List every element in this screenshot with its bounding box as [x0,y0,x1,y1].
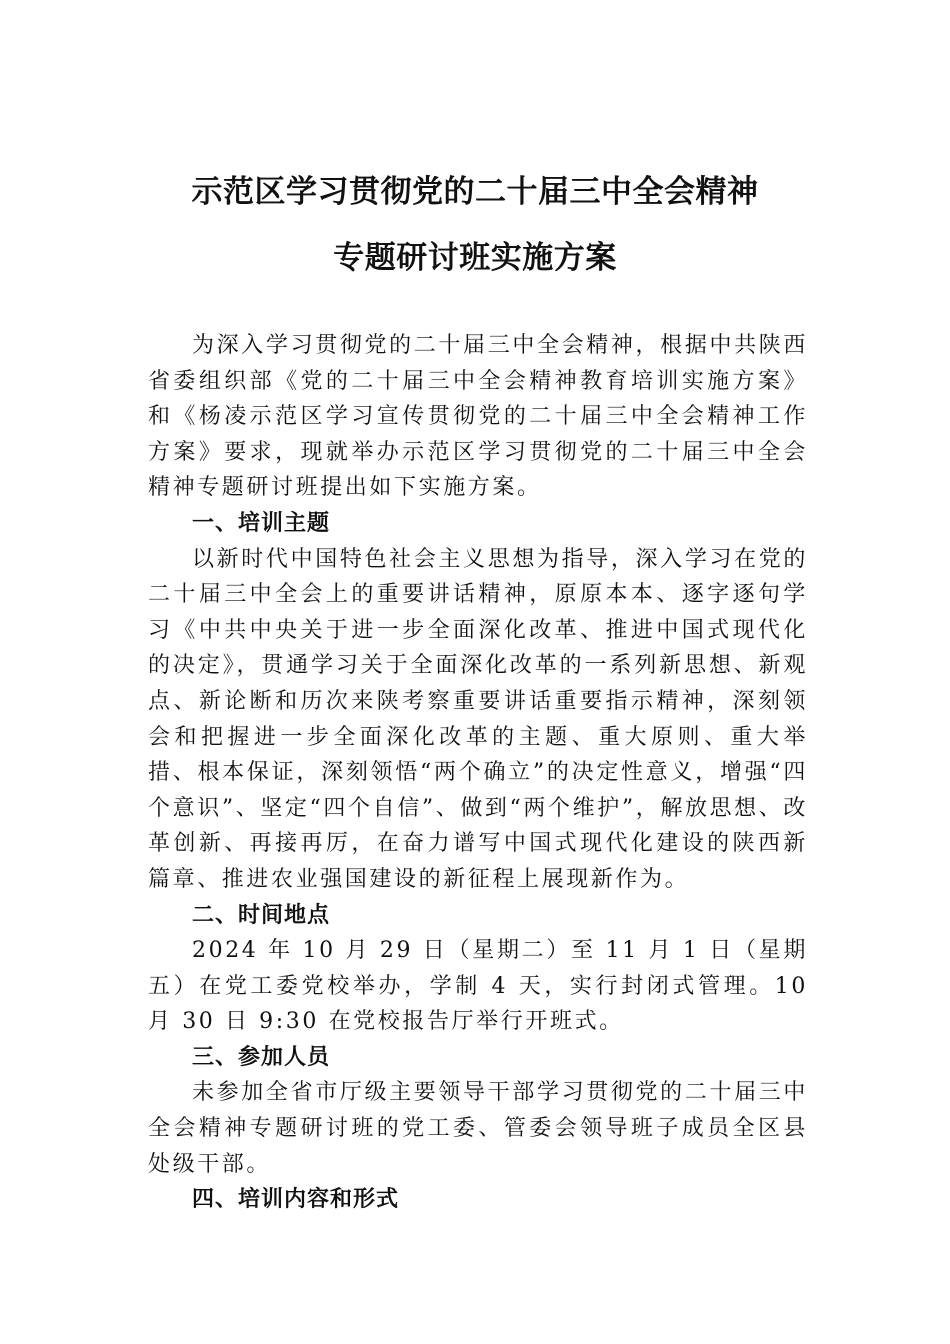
section-heading-time-place: 二、时间地点 [192,902,331,928]
document-title-line-2: 专题研讨班实施方案 [333,240,617,276]
document-title-line-1: 示范区学习贯彻党的二十届三中全会精神 [191,174,759,210]
section-heading-participants: 三、参加人员 [192,1044,331,1070]
section-text-theme: 以新时代中国特色社会主义思想为指导，深入学习在党的二十届三中全会上的重要讲话精神，原原本本、逐字逐句学习《中共中央关于进一步全面深化改革、推进中国式现代化的决定》，贯通学习关于全面深化改革的一系列新思想、新观点、新论断和历次来陕考察重要讲话重要指示精神，深刻领会和把握进一步全面深化改革的主题、重大原则、重大举措、根本保证，深刻领悟“两个确立”的决定性意义，增强“四个意识”、坚定“四个自信”、做到“两个维护”，解放思想、改革创新、再接再厉，在奋力谱写中国式现代化建设的陕西新篇章、推进农业强国建设的新征程上展现新作为。 [148,546,808,892]
section-heading-content-format: 四、培训内容和形式 [192,1187,400,1213]
section-text-participants: 未参加全省市厅级主要领导干部学习贯彻党的二十届三中全会精神专题研讨班的党工委、管委会领导班子成员全区县处级干部。 [148,1080,808,1177]
document-body [148,328,808,1218]
section-heading-theme: 一、培训主题 [192,510,331,536]
intro-paragraph: 为深入学习贯彻党的二十届三中全会精神，根据中共陕西省委组织部《党的二十届三中全会精神教育培训实施方案》和《杨凌示范区学习宣传贯彻党的二十届三中全会精神工作方案》要求，现就举办示范区学习贯彻党的二十届三中全会精神专题研讨班提出如下实施方案。 [148,333,808,501]
section-text-time-place: 2024 年 10 月 29 日（星期二）至 11 月 1 日（星期五）在党工委党校举办，学制 4 天，实行封闭式管理。10 月 30 日 9:30 在党校报告厅举行开班式。 [148,938,808,1035]
